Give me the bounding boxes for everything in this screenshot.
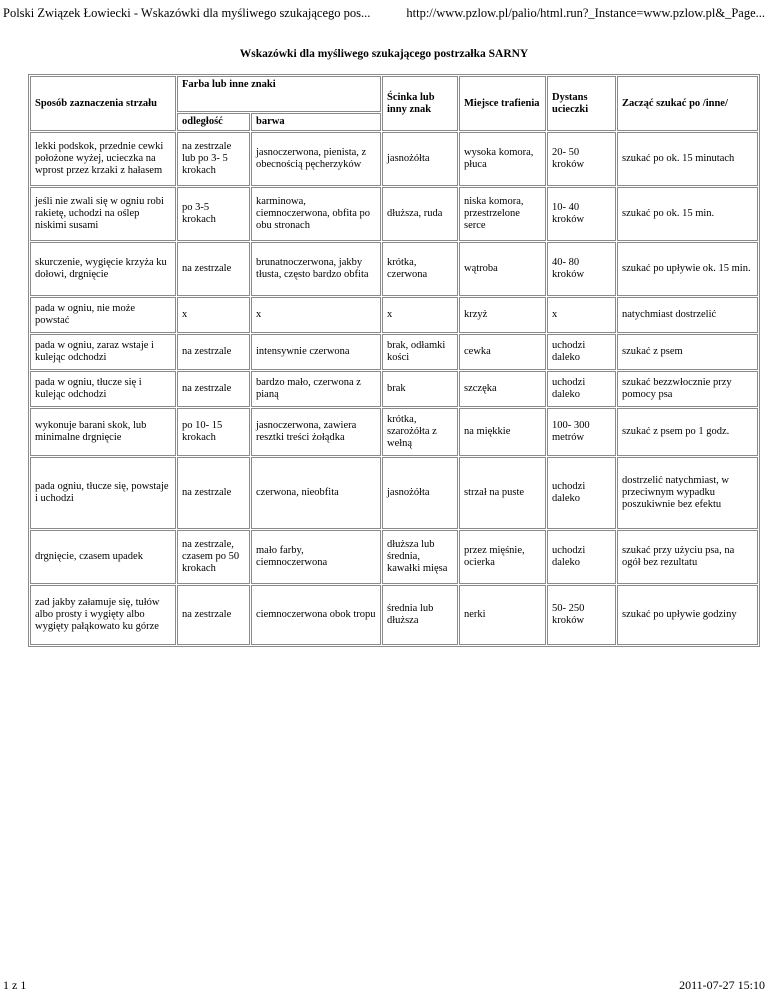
cell-odleglosc: na zestrzale [177,585,250,645]
cell-dystans: uchodzi daleko [547,457,616,529]
print-timestamp: 2011-07-27 15:10 [679,978,765,992]
cell-dystans: x [547,297,616,333]
cell-zaczac: szukać z psem po 1 godz. [617,408,758,456]
print-header-title: Polski Związek Łowiecki - Wskazówki dla myśliwego szukającego pos... [3,6,371,20]
cell-barwa: x [251,297,381,333]
cell-dystans: uchodzi daleko [547,371,616,407]
table-row [30,132,758,186]
cell-sposob: jeśli nie zwali się w ogniu robi rakietę, uchodzi na oślep niskimi susami [30,187,176,241]
cell-odleglosc: na zestrzale [177,334,250,370]
cell-dystans: uchodzi daleko [547,530,616,584]
table-row [30,242,758,296]
cell-scinka: brak [382,371,458,407]
cell-barwa: jasnoczerwona, zawiera resztki treści żołądka [251,408,381,456]
cell-odleglosc: na zestrzale [177,457,250,529]
header-farba: Farba lub inne znaki [177,76,381,112]
cell-odleglosc: na zestrzale, czasem po 50 krokach [177,530,250,584]
cell-zaczac: szukać przy użyciu psa, na ogół bez rezultatu [617,530,758,584]
table-row [30,457,758,529]
print-header [0,5,768,21]
cell-dystans: 50- 250 kroków [547,585,616,645]
cell-miejsce: wysoka komora, płuca [459,132,546,186]
cell-dystans: 10- 40 kroków [547,187,616,241]
header-barwa: barwa [251,113,381,131]
cell-zaczac: szukać po ok. 15 min. [617,187,758,241]
cell-odleglosc: po 3-5 krokach [177,187,250,241]
cell-barwa: ciemnoczerwona obok tropu [251,585,381,645]
cell-miejsce: strzał na puste [459,457,546,529]
cell-miejsce: szczęka [459,371,546,407]
cell-zaczac: dostrzelić natychmiast, w przeciwnym wypadku poszukiwnie bez efektu [617,457,758,529]
table-row [30,585,758,645]
cell-barwa: brunatnoczerwona, jakby tłusta, często bardzo obfita [251,242,381,296]
cell-miejsce: niska komora, przestrzelone serce [459,187,546,241]
cell-dystans: uchodzi daleko [547,334,616,370]
cell-zaczac: natychmiast dostrzelić [617,297,758,333]
cell-dystans: 100- 300 metrów [547,408,616,456]
cell-odleglosc: po 10- 15 krokach [177,408,250,456]
table-row [30,371,758,407]
header-miejsce: Miejsce trafienia [459,76,546,131]
cell-scinka: średnia lub dłuższa [382,585,458,645]
cell-miejsce: krzyż [459,297,546,333]
cell-scinka: krótka, czerwona [382,242,458,296]
cell-scinka: dłuższa, ruda [382,187,458,241]
table-row [30,334,758,370]
cell-miejsce: wątroba [459,242,546,296]
guidance-table [28,74,760,647]
cell-scinka: krótka, szarożółta z wełną [382,408,458,456]
cell-odleglosc: x [177,297,250,333]
print-footer [0,978,768,992]
cell-zaczac: szukać bezzwłocznie przy pomocy psa [617,371,758,407]
cell-odleglosc: na zestrzale [177,371,250,407]
cell-miejsce: przez mięśnie, ocierka [459,530,546,584]
cell-sposob: skurczenie, wygięcie krzyża ku dołowi, drgnięcie [30,242,176,296]
cell-scinka: jasnożółta [382,457,458,529]
cell-sposob: drgnięcie, czasem upadek [30,530,176,584]
cell-odleglosc: na zestrzale lub po 3- 5 krokach [177,132,250,186]
cell-zaczac: szukać po ok. 15 minutach [617,132,758,186]
cell-sposob: pada w ogniu, nie może powstać [30,297,176,333]
cell-barwa: mało farby, ciemnoczerwona [251,530,381,584]
header-sposob: Sposób zaznaczenia strzału [30,76,176,131]
header-dystans: Dystans ucieczki [547,76,616,131]
cell-sposob: pada w ogniu, zaraz wstaje i kulejąc odchodzi [30,334,176,370]
cell-zaczac: szukać z psem [617,334,758,370]
cell-barwa: czerwona, nieobfita [251,457,381,529]
document-title: Wskazówki dla myśliwego szukającego postrzałka SARNY [239,48,529,60]
cell-dystans: 20- 50 kroków [547,132,616,186]
cell-sposob: zad jakby załamuje się, tułów albo prosty i wygięty albo wygięty pałąkowato ku górze [30,585,176,645]
cell-scinka: dłuższa lub średnia, kawałki mięsa [382,530,458,584]
cell-sposob: pada w ogniu, tłucze się i kulejąc odchodzi [30,371,176,407]
cell-zaczac: szukać po upływie godziny [617,585,758,645]
cell-miejsce: cewka [459,334,546,370]
table-row [30,408,758,456]
cell-sposob: wykonuje barani skok, lub minimalne drgnięcie [30,408,176,456]
table-row [30,187,758,241]
cell-barwa: jasnoczerwona, pienista, z obecnością pęcherzyków [251,132,381,186]
cell-sposob: lekki podskok, przednie cewki położone wyżej, ucieczka na wprost przez krzaki z hałasem [30,132,176,186]
cell-scinka: jasnożółta [382,132,458,186]
cell-miejsce: na miękkie [459,408,546,456]
table-row [30,530,758,584]
cell-scinka: x [382,297,458,333]
cell-scinka: brak, odłamki kości [382,334,458,370]
table-body [30,132,758,645]
cell-miejsce: nerki [459,585,546,645]
header-zaczac: Zacząć szukać po /inne/ [617,76,758,131]
cell-zaczac: szukać po upływie ok. 15 min. [617,242,758,296]
cell-odleglosc: na zestrzale [177,242,250,296]
cell-dystans: 40- 80 kroków [547,242,616,296]
print-header-url: http://www.pzlow.pl/palio/html.run?_Instance=www.pzlow.pl&_Page... [406,6,765,20]
cell-barwa: bardzo mało, czerwona z pianą [251,371,381,407]
table-row [30,297,758,333]
cell-barwa: karminowa, ciemnoczerwona, obfita po obu stronach [251,187,381,241]
cell-sposob: pada ogniu, tłucze się, powstaje i uchodzi [30,457,176,529]
cell-barwa: intensywnie czerwona [251,334,381,370]
header-odleglosc: odległość [177,113,250,131]
header-scinka: Ścinka lub inny znak [382,76,458,131]
page-number: 1 z 1 [3,978,27,992]
